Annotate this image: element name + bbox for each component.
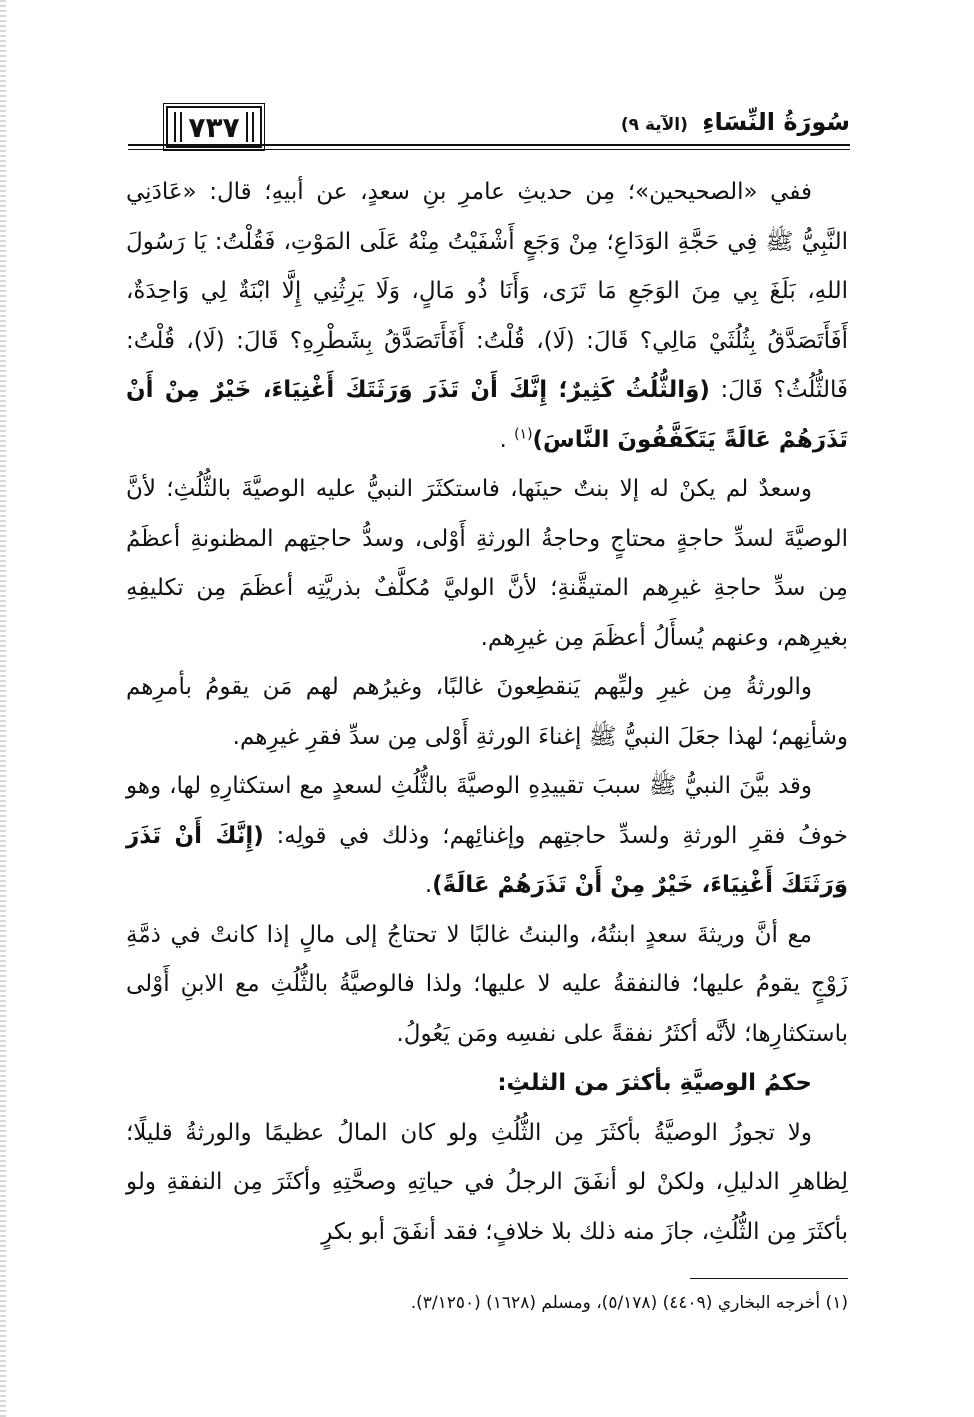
page-number: ٧٣٧	[166, 106, 262, 148]
paragraph-2: وسعدٌ لم يكنْ له إلا بنتٌ حينَها، فاستكثَرَ النبيُّ عليه الوصيَّةَ بالثُّلُثِ؛ لأنَّ الوصيَّةَ لسدِّ حاجةٍ محتاجٍ وحاجةُ الورثةِ أَوْلى، وسدُّ حاجتِهم المظنونةِ أعظَمُ مِن سدِّ حاجةِ غيرِهم المتيقَّنةِ؛ لأنَّ الوليَّ مُكلَّفٌ بذريَّتِه أعظَمَ مِن تكليفِهِ بغيرِهم، وعنهم يُسأَلُ أعظَمَ مِن غيرِهم.	[126, 476, 848, 651]
hadith-text: ففي «الصحيحين»؛ مِن حديثِ عامرِ بنِ سعدٍ، عن أبيهِ؛ قال: «عَادَنِي النَّبِيُّ ﷺ فِي حَجَّةِ الوَدَاعِ؛ مِنْ وَجَعٍ أَشْفَيْتُ مِنْهُ عَلَى المَوْتِ، فَقُلْتُ: يَا رَسُولَ اللهِ، بَلَغَ بِي مِنَ الوَجَعِ مَا تَرَى، وَأَنَا ذُو مَالٍ، وَلَا يَرِثُنِي إِلَّا ابْنَةٌ لِي وَاحِدَةٌ، أَفَأَتَصَدَّقُ بِثُلُثَيْ مَالِي؟ قَالَ: (لَا)، قُلْتُ: أَفَأَتَصَدَّقُ بِشَطْرِهِ؟ قَالَ: (لَا)، قُلْتُ: فَالثُّلُثُ؟ قَالَ:	[126, 179, 848, 403]
paragraph-4-text: وقد بيَّنَ النبيُّ ﷺ سببَ تقييدِهِ الوصيَّةَ بالثُّلُثِ لسعدٍ مع استكثارِهِ لها، وهو خوفُ فقرِ الورثةِ ولسدِّ حاجتِهم وإغنائِهم؛ وذلك في قولِه:	[126, 773, 849, 849]
footnote-marker[interactable]: (١)	[514, 425, 533, 442]
footnote-rule	[690, 1278, 848, 1279]
paragraph-3: والورثةُ مِن غيرِ وليِّهم يَنقطِعونَ غالبًا، وغيرُهم لهم مَن يقومُ بأمرِهم وشأنِهم؛ لهذا جعَلَ النبيُّ ﷺ إغناءَ الورثةِ أَوْلى مِن سدِّ فقرِ غيرِهم.	[126, 674, 848, 750]
surah-name: سُورَةُ النِّسَاءِ	[702, 108, 850, 136]
footnote	[126, 1290, 848, 1316]
page-header	[128, 104, 850, 150]
paragraph-hadith	[126, 168, 848, 465]
paragraph-4-end: .	[424, 872, 433, 898]
header-rule	[128, 144, 850, 146]
paragraph-4-bold-quote: (إِنَّكَ أَنْ تَذَرَ وَرَثَتَكَ أَغْنِيَاءَ، خَيْرٌ مِنْ أَنْ تَذَرَهُمْ عَالَةً)	[126, 822, 848, 898]
hadith-end: .	[499, 426, 515, 453]
header-rule-thin	[128, 149, 850, 150]
footnote-text: أخرجه البخاري (٤٤٠٩) (٥/١٧٨)، ومسلم (١٦٢٨) (٣/١٢٥٠).	[410, 1293, 821, 1313]
paragraph-5: مع أنَّ وريثةَ سعدٍ ابنتُهُ، والبنتُ غالبًا لا تحتاجُ إلى مالٍ إذا كانتْ في ذمَّةِ زَوْجٍ يقومُ عليها؛ فالنفقةُ عليه لا عليها؛ ولذا فالوصيَّةُ بالثُّلُثِ مع الابنِ أَوْلى باستكثارِها؛ لأنَّه أكثَرُ نفقةً على نفسِه ومَن يَعُولُ.	[126, 921, 848, 1047]
paragraph-6: ولا تجوزُ الوصيَّةُ بأكثَرَ مِن الثُّلُثِ ولو كان المالُ عظيمًا والورثةُ قليلًا؛ لِظاهرِ الدليلِ، ولكنْ لو أنفَقَ الرجلُ في حياتِهِ وصحَّتِهِ وأكثَرَ مِن النفقةِ ولو بأكثَرَ مِن الثُّلُثِ، جازَ منه ذلك بلا خلافٍ؛ فقد أنفَقَ أبو بكرٍ	[126, 1119, 848, 1245]
verse-reference: (الآية ٩)	[620, 115, 688, 135]
scan-edge	[0, 0, 6, 1417]
main-text	[126, 168, 848, 1257]
paragraph-4	[126, 762, 848, 911]
hadith-bold-quote: (وَالثُّلُثُ كَثِيرٌ؛ إِنَّكَ أَنْ تَذَرَ وَرَثَتَكَ أَغْنِيَاءَ، خَيْرٌ مِنْ أَنْ تَذَرَهُمْ عَالَةً يَتَكَفَّفُونَ النَّاسَ)	[126, 377, 848, 453]
running-title	[621, 108, 850, 136]
section-heading: حكمُ الوصيَّةِ بأكثرَ من الثلثِ:	[497, 1070, 812, 1096]
footnote-number: (١)	[825, 1293, 848, 1313]
